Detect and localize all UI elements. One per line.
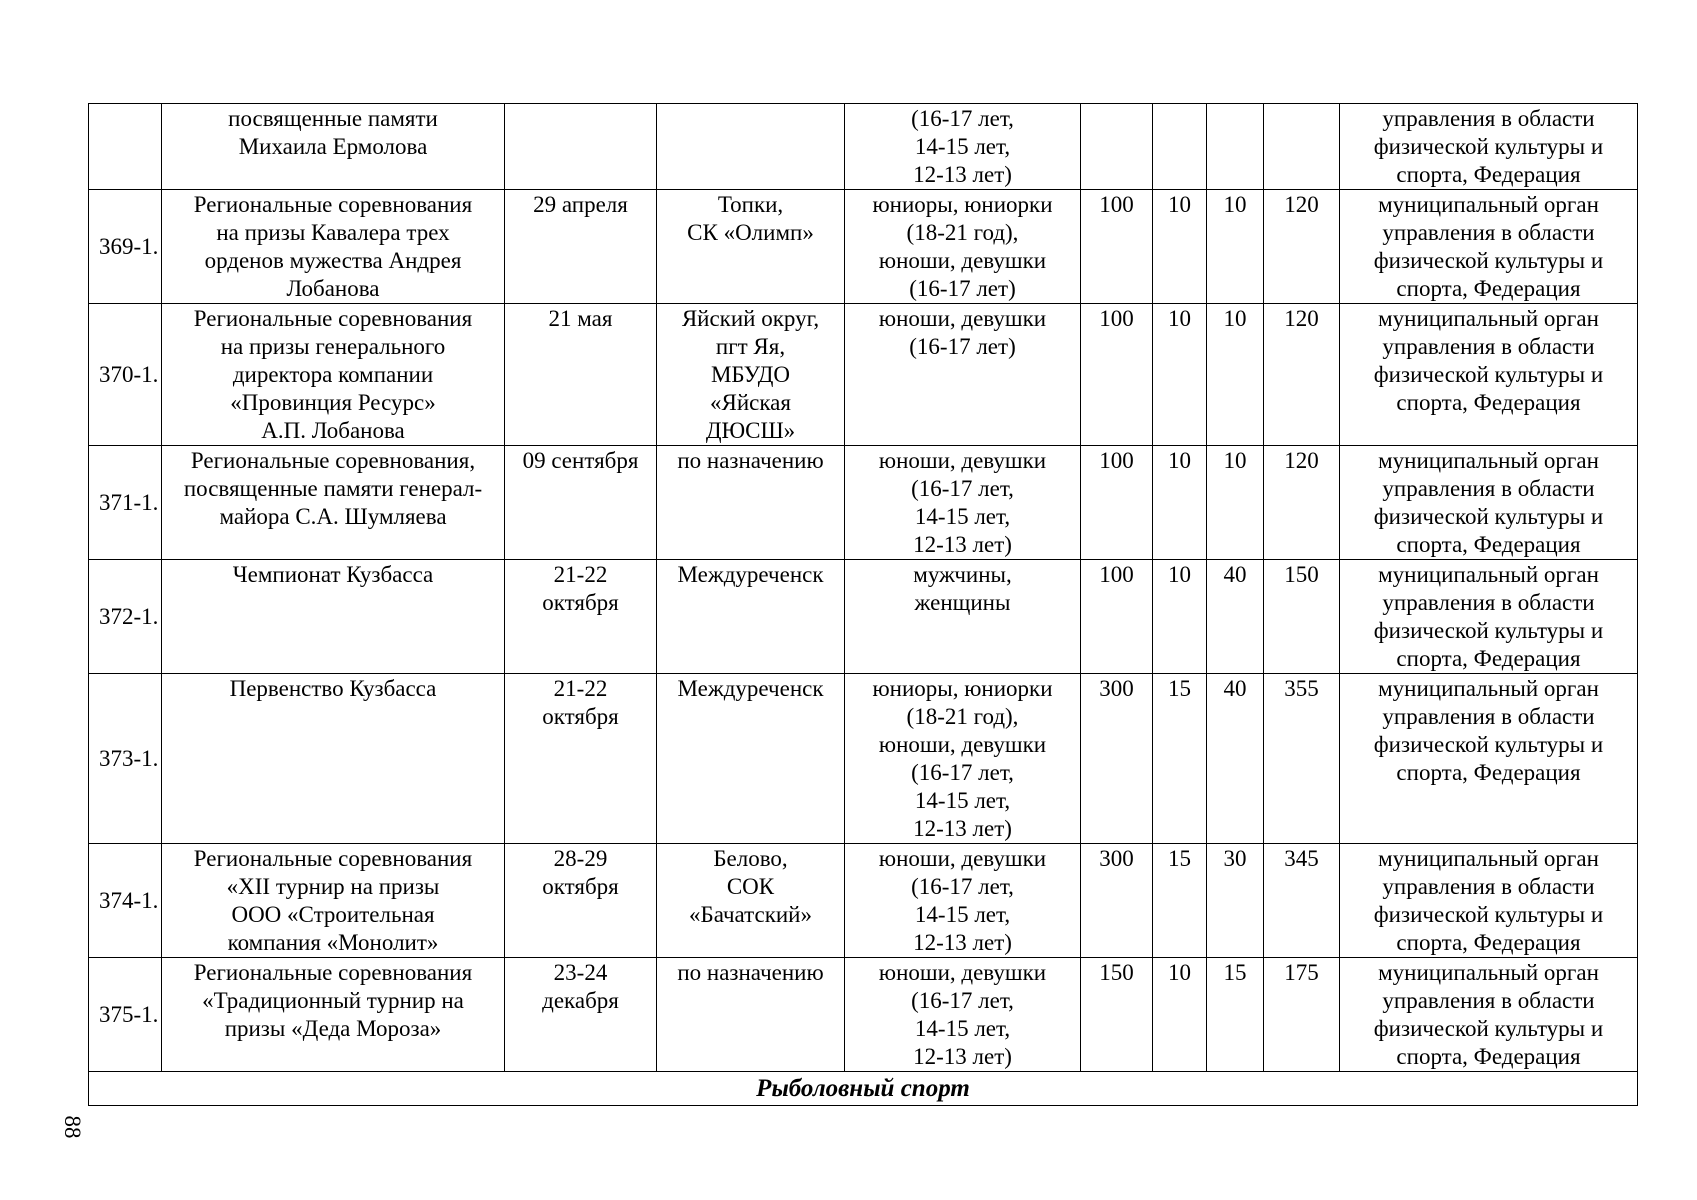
event-name: Региональные соревнования на призы генерального директора компании «Провинция Ресурс» А.П. Лобанова	[162, 304, 505, 446]
table-row	[89, 104, 1638, 190]
event-participants: мужчины, женщины	[845, 560, 1081, 674]
table-row	[89, 446, 1638, 560]
total-count: 175	[1264, 958, 1340, 1072]
event-name: Чемпионат Кузбасса	[162, 560, 505, 674]
event-participants: юноши, девушки (16-17 лет, 14-15 лет, 12-13 лет)	[845, 844, 1081, 958]
judges-count: 10	[1153, 560, 1207, 674]
judges-count	[1153, 104, 1207, 190]
event-organizer: муниципальный орган управления в области физической культуры и спорта, Федерация	[1340, 190, 1638, 304]
event-participants: юноши, девушки (16-17 лет)	[845, 304, 1081, 446]
trainers-count: 10	[1207, 304, 1264, 446]
table-row	[89, 958, 1638, 1072]
event-name: Первенство Кузбасса	[162, 674, 505, 844]
judges-count: 15	[1153, 674, 1207, 844]
total-count	[1264, 104, 1340, 190]
event-name: Региональные соревнования на призы Кавалера трех орденов мужества Андрея Лобанова	[162, 190, 505, 304]
total-count: 120	[1264, 446, 1340, 560]
trainers-count: 10	[1207, 190, 1264, 304]
total-count: 120	[1264, 190, 1340, 304]
event-organizer: муниципальный орган управления в области физической культуры и спорта, Федерация	[1340, 958, 1638, 1072]
participants-count: 300	[1081, 844, 1153, 958]
participants-count	[1081, 104, 1153, 190]
table-row	[89, 304, 1638, 446]
event-name: Региональные соревнования, посвященные памяти генерал- майора С.А. Шумляева	[162, 446, 505, 560]
event-place	[657, 104, 845, 190]
trainers-count	[1207, 104, 1264, 190]
judges-count: 10	[1153, 190, 1207, 304]
event-organizer: муниципальный орган управления в области физической культуры и спорта, Федерация	[1340, 674, 1638, 844]
event-participants: юниоры, юниорки (18-21 год), юноши, девушки (16-17 лет)	[845, 190, 1081, 304]
event-participants: (16-17 лет, 14-15 лет, 12-13 лет)	[845, 104, 1081, 190]
event-place: по назначению	[657, 446, 845, 560]
event-name: Региональные соревнования «XII турнир на призы ООО «Строительная компания «Монолит»	[162, 844, 505, 958]
section-title: Рыболовный спорт	[89, 1072, 1638, 1106]
event-participants: юноши, девушки (16-17 лет, 14-15 лет, 12-13 лет)	[845, 446, 1081, 560]
event-date: 21-22 октября	[505, 560, 657, 674]
table-row	[89, 190, 1638, 304]
section-row	[89, 1072, 1638, 1106]
event-date: 21 мая	[505, 304, 657, 446]
event-place: Белово, СОК «Бачатский»	[657, 844, 845, 958]
judges-count: 10	[1153, 446, 1207, 560]
participants-count: 150	[1081, 958, 1153, 1072]
event-organizer: муниципальный орган управления в области физической культуры и спорта, Федерация	[1340, 844, 1638, 958]
event-date: 29 апреля	[505, 190, 657, 304]
trainers-count: 40	[1207, 560, 1264, 674]
event-number: 375-1.	[89, 958, 162, 1072]
trainers-count: 15	[1207, 958, 1264, 1072]
total-count: 120	[1264, 304, 1340, 446]
event-participants: юноши, девушки (16-17 лет, 14-15 лет, 12-13 лет)	[845, 958, 1081, 1072]
participants-count: 100	[1081, 446, 1153, 560]
page-number: 88	[60, 1115, 85, 1139]
event-date	[505, 104, 657, 190]
event-organizer: муниципальный орган управления в области физической культуры и спорта, Федерация	[1340, 304, 1638, 446]
judges-count: 15	[1153, 844, 1207, 958]
total-count: 150	[1264, 560, 1340, 674]
event-organizer: управления в области физической культуры и спорта, Федерация	[1340, 104, 1638, 190]
events-table	[88, 103, 1638, 1106]
event-number: 372-1.	[89, 560, 162, 674]
participants-count: 100	[1081, 560, 1153, 674]
judges-count: 10	[1153, 304, 1207, 446]
table-row	[89, 674, 1638, 844]
event-place: по назначению	[657, 958, 845, 1072]
table-row	[89, 844, 1638, 958]
event-organizer: муниципальный орган управления в области физической культуры и спорта, Федерация	[1340, 446, 1638, 560]
event-place: Топки, СК «Олимп»	[657, 190, 845, 304]
event-date: 21-22 октября	[505, 674, 657, 844]
trainers-count: 10	[1207, 446, 1264, 560]
trainers-count: 30	[1207, 844, 1264, 958]
event-number: 369-1.	[89, 190, 162, 304]
event-number: 370-1.	[89, 304, 162, 446]
event-date: 23-24 декабря	[505, 958, 657, 1072]
table-row	[89, 560, 1638, 674]
judges-count: 10	[1153, 958, 1207, 1072]
event-place: Междуреченск	[657, 674, 845, 844]
event-number: 371-1.	[89, 446, 162, 560]
event-date: 28-29 октября	[505, 844, 657, 958]
event-number: 374-1.	[89, 844, 162, 958]
trainers-count: 40	[1207, 674, 1264, 844]
event-number: 373-1.	[89, 674, 162, 844]
event-date: 09 сентября	[505, 446, 657, 560]
event-place: Междуреченск	[657, 560, 845, 674]
event-name: посвященные памяти Михаила Ермолова	[162, 104, 505, 190]
participants-count: 100	[1081, 190, 1153, 304]
participants-count: 100	[1081, 304, 1153, 446]
event-number	[89, 104, 162, 190]
event-organizer: муниципальный орган управления в области физической культуры и спорта, Федерация	[1340, 560, 1638, 674]
participants-count: 300	[1081, 674, 1153, 844]
total-count: 355	[1264, 674, 1340, 844]
events-table-body	[89, 104, 1638, 1106]
event-participants: юниоры, юниорки (18-21 год), юноши, девушки (16-17 лет, 14-15 лет, 12-13 лет)	[845, 674, 1081, 844]
event-place: Яйский округ, пгт Яя, МБУДО «Яйская ДЮСШ»	[657, 304, 845, 446]
event-name: Региональные соревнования «Традиционный турнир на призы «Деда Мороза»	[162, 958, 505, 1072]
total-count: 345	[1264, 844, 1340, 958]
